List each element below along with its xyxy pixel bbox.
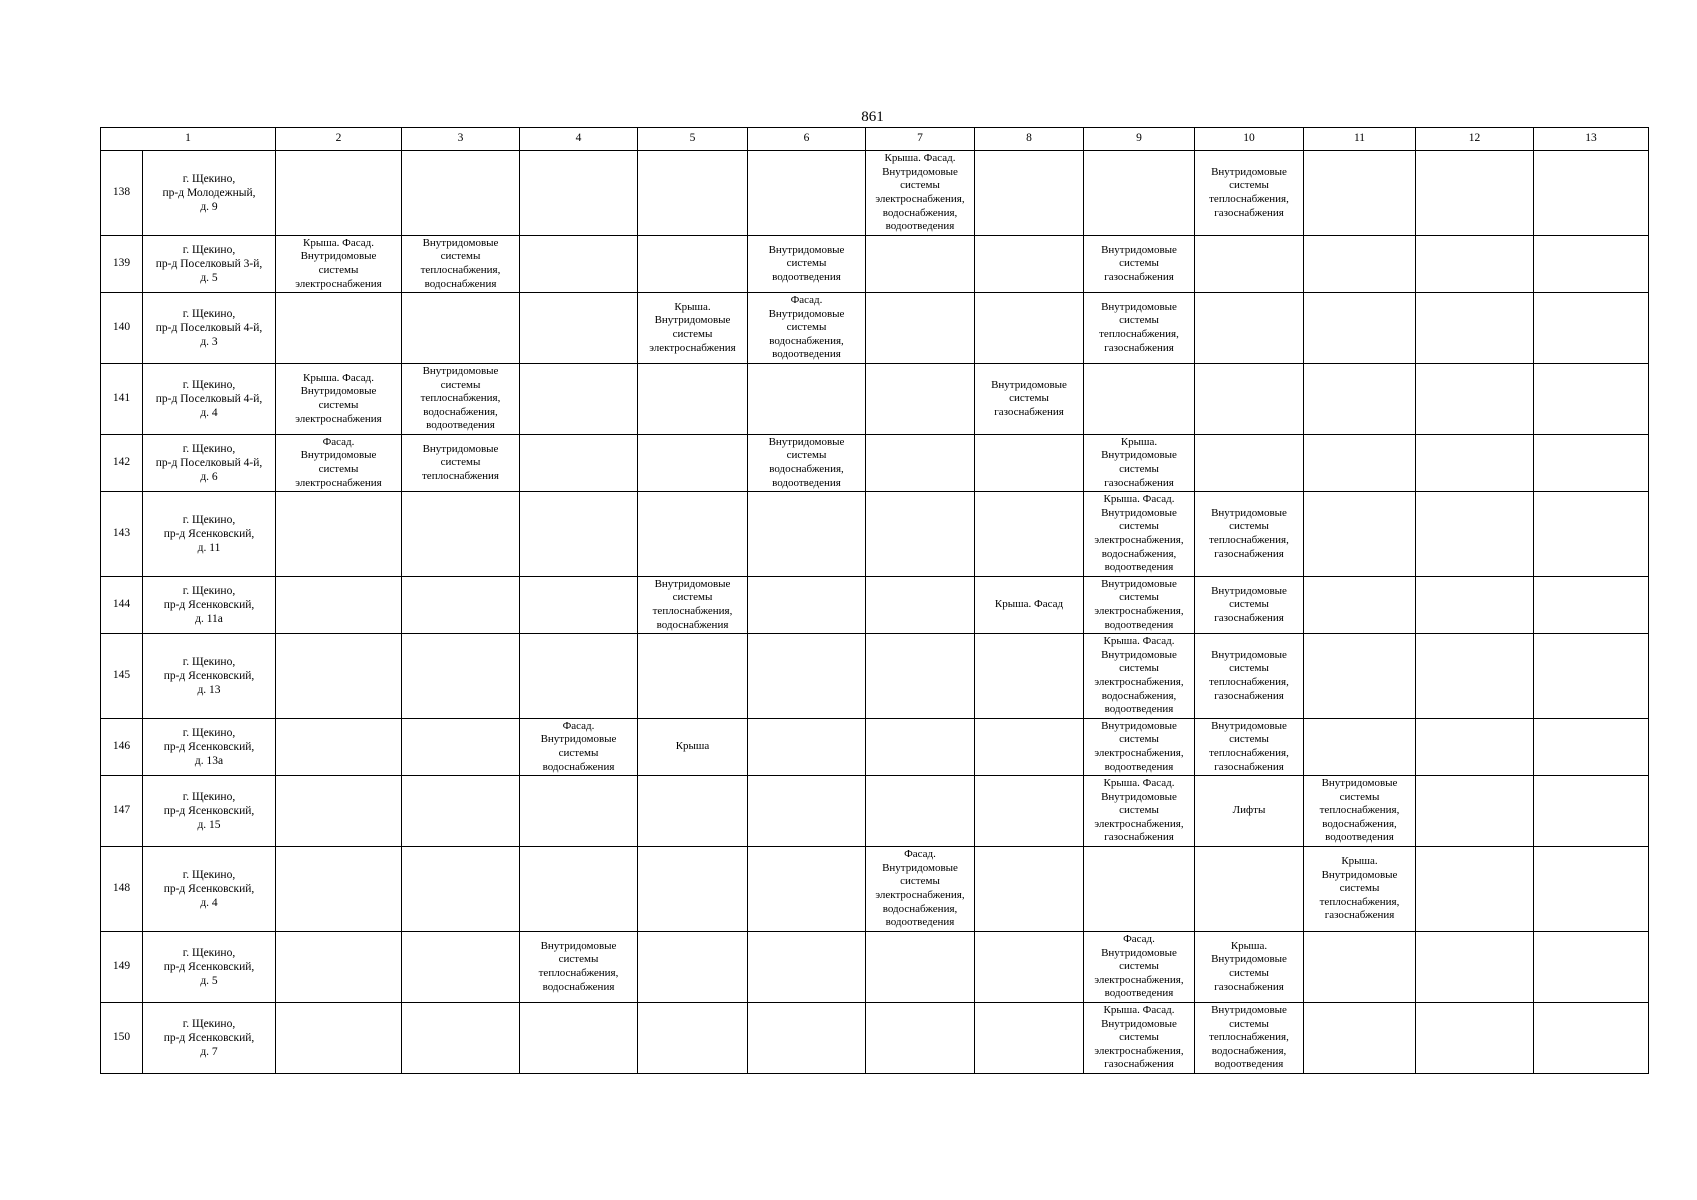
work-cell [638, 577, 748, 634]
work-cell [402, 492, 520, 577]
work-cell [748, 293, 866, 364]
work-cell [520, 577, 638, 634]
work-cell [1416, 634, 1534, 719]
cell-text: Крыша. Фасад. Внутридомовые системы электроснабжения, газоснабжения [1094, 1004, 1184, 1071]
work-cell [402, 776, 520, 847]
work-cell [866, 634, 975, 719]
work-cell [638, 719, 748, 776]
address-cell [143, 847, 276, 932]
cell-text: Внутридомовые системы электроснабжения, водоотведения [1094, 577, 1184, 631]
work-cell [1195, 492, 1304, 577]
work-cell [402, 577, 520, 634]
cell-text: Фасад. Внутридомовые системы электроснабжения [295, 435, 382, 489]
work-cell [866, 435, 975, 492]
cell-text: 143 [112, 527, 131, 540]
work-cell [1534, 1003, 1649, 1074]
address-cell [143, 492, 276, 577]
cell-text: Крыша. Фасад. Внутридомовые системы электроснабжения [295, 371, 382, 425]
work-cell [1534, 492, 1649, 577]
cell-text: г. Щекино, пр-д Ясенковский, д. 13 [163, 656, 255, 696]
column-header: 1 [101, 128, 276, 151]
table-row [101, 435, 1649, 492]
row-number [101, 634, 143, 719]
work-cell [1416, 1003, 1534, 1074]
work-cell [975, 293, 1084, 364]
address-cell [143, 577, 276, 634]
row-number [101, 932, 143, 1003]
work-cell [520, 932, 638, 1003]
table-row [101, 932, 1649, 1003]
address-cell [143, 435, 276, 492]
cell-text: Лифты [1232, 804, 1266, 817]
row-number [101, 435, 143, 492]
work-cell [975, 364, 1084, 435]
address-cell [143, 1003, 276, 1074]
cell-text: Крыша [675, 740, 710, 753]
column-header: 4 [520, 128, 638, 151]
work-cell [748, 1003, 866, 1074]
work-cell [975, 577, 1084, 634]
work-cell [748, 435, 866, 492]
work-cell [638, 932, 748, 1003]
cell-text: Внутридомовые системы водоснабжения, водоотведения [768, 435, 845, 489]
row-number [101, 151, 143, 236]
work-cell [1534, 719, 1649, 776]
work-cell [520, 492, 638, 577]
column-header: 6 [748, 128, 866, 151]
work-cell [402, 435, 520, 492]
work-cell [1416, 847, 1534, 932]
work-cell [1084, 364, 1195, 435]
table-row [101, 847, 1649, 932]
table-row [101, 577, 1649, 634]
work-cell [276, 1003, 402, 1074]
work-cell [1084, 151, 1195, 236]
work-cell [1534, 932, 1649, 1003]
work-cell [1416, 364, 1534, 435]
work-cell [1416, 577, 1534, 634]
work-cell [402, 151, 520, 236]
work-cell [638, 1003, 748, 1074]
cell-text: Внутридомовые системы газоснабжения [1211, 584, 1287, 624]
work-cell [1195, 236, 1304, 293]
work-cell [866, 236, 975, 293]
work-cell [1304, 236, 1416, 293]
row-number [101, 847, 143, 932]
work-cell [866, 577, 975, 634]
cell-text: Фасад. Внутридомовые системы водоснабжения [540, 719, 617, 773]
work-cell [520, 236, 638, 293]
work-cell [1416, 293, 1534, 364]
work-cell [1084, 435, 1195, 492]
work-cell [866, 1003, 975, 1074]
work-cell [866, 364, 975, 435]
work-cell [1084, 719, 1195, 776]
repair-schedule-table [100, 127, 1649, 1074]
row-number [101, 719, 143, 776]
work-cell [975, 847, 1084, 932]
work-cell [975, 719, 1084, 776]
address-cell [143, 293, 276, 364]
cell-text: г. Щекино, пр-д Ясенковский, д. 11 [163, 514, 255, 554]
row-number [101, 293, 143, 364]
work-cell [1195, 634, 1304, 719]
work-cell [1084, 492, 1195, 577]
work-cell [402, 1003, 520, 1074]
work-cell [1304, 293, 1416, 364]
work-cell [748, 577, 866, 634]
work-cell [638, 847, 748, 932]
cell-text: Крыша. Фасад. Внутридомовые системы электроснабжения [295, 236, 382, 290]
work-cell [1416, 151, 1534, 236]
work-cell [520, 634, 638, 719]
work-cell [866, 776, 975, 847]
work-cell [1534, 776, 1649, 847]
work-cell [1195, 932, 1304, 1003]
row-number [101, 364, 143, 435]
work-cell [638, 492, 748, 577]
table-row [101, 151, 1649, 236]
work-cell [866, 293, 975, 364]
work-cell [1195, 577, 1304, 634]
work-cell [1084, 236, 1195, 293]
work-cell [748, 151, 866, 236]
table-row [101, 364, 1649, 435]
cell-text: 150 [112, 1031, 131, 1044]
work-cell [638, 435, 748, 492]
cell-text: 140 [112, 321, 131, 334]
work-cell [1534, 236, 1649, 293]
address-cell [143, 236, 276, 293]
work-cell [276, 776, 402, 847]
work-cell [866, 719, 975, 776]
cell-text: г. Щекино, пр-д Поселковый 4-й, д. 3 [155, 308, 263, 348]
work-cell [520, 435, 638, 492]
cell-text: 142 [112, 456, 131, 469]
work-cell [748, 719, 866, 776]
cell-text: 149 [112, 960, 131, 973]
work-cell [1304, 492, 1416, 577]
work-cell [975, 236, 1084, 293]
cell-text: Внутридомовые системы теплоснабжения, водоснабжения [652, 577, 733, 631]
cell-text: Крыша. Внутридомовые системы теплоснабжения, газоснабжения [1319, 855, 1400, 922]
cell-text: Внутридомовые системы электроснабжения, водоотведения [1094, 719, 1184, 773]
work-cell [1416, 776, 1534, 847]
work-cell [1534, 847, 1649, 932]
work-cell [748, 364, 866, 435]
column-header: 5 [638, 128, 748, 151]
cell-text: Внутридомовые системы теплоснабжения, водоснабжения, водоотведения [1209, 1004, 1289, 1071]
work-cell [1416, 435, 1534, 492]
work-cell [975, 151, 1084, 236]
cell-text: 146 [112, 740, 131, 753]
address-cell [143, 932, 276, 1003]
work-cell [520, 1003, 638, 1074]
cell-text: 139 [112, 257, 131, 270]
work-cell [1304, 364, 1416, 435]
cell-text: г. Щекино, пр-д Ясенковский, д. 4 [163, 869, 255, 909]
work-cell [975, 492, 1084, 577]
cell-text: Внутридомовые системы теплоснабжения, водоснабжения, водоотведения [420, 365, 501, 432]
work-cell [1084, 634, 1195, 719]
cell-text: г. Щекино, пр-д Ясенковский, д. 7 [163, 1018, 255, 1058]
address-cell [143, 719, 276, 776]
work-cell [866, 932, 975, 1003]
cell-text: 148 [112, 882, 131, 895]
column-header: 11 [1304, 128, 1416, 151]
column-header: 7 [866, 128, 975, 151]
table-row [101, 236, 1649, 293]
table-row [101, 293, 1649, 364]
cell-text: Внутридомовые системы теплоснабжения, газоснабжения [1209, 648, 1289, 702]
cell-text: Внутридомовые системы теплоснабжения, водоснабжения [420, 236, 501, 290]
work-cell [975, 776, 1084, 847]
cell-text: Внутридомовые системы водоотведения [768, 243, 845, 283]
work-cell [276, 151, 402, 236]
work-cell [1304, 847, 1416, 932]
cell-text: г. Щекино, пр-д Поселковый 3-й, д. 5 [155, 244, 263, 284]
cell-text: Крыша. Внутридомовые системы газоснабжения [1101, 435, 1177, 489]
work-cell [402, 847, 520, 932]
column-header: 10 [1195, 128, 1304, 151]
work-cell [276, 719, 402, 776]
work-cell [402, 719, 520, 776]
work-cell [1195, 719, 1304, 776]
work-cell [402, 293, 520, 364]
column-header: 13 [1534, 128, 1649, 151]
page-number: 861 [861, 109, 884, 125]
work-cell [975, 932, 1084, 1003]
work-cell [748, 634, 866, 719]
work-cell [276, 364, 402, 435]
work-cell [402, 236, 520, 293]
work-cell [975, 634, 1084, 719]
work-cell [748, 932, 866, 1003]
work-cell [1534, 151, 1649, 236]
work-cell [748, 236, 866, 293]
table-row [101, 634, 1649, 719]
work-cell [638, 293, 748, 364]
cell-text: Крыша. Фасад. Внутридомовые системы электроснабжения, газоснабжения [1094, 777, 1184, 844]
column-header: 8 [975, 128, 1084, 151]
header-row [101, 128, 1649, 151]
cell-text: Внутридомовые системы теплоснабжения, водоснабжения [538, 939, 619, 993]
work-cell [748, 776, 866, 847]
work-cell [520, 719, 638, 776]
work-cell [1304, 1003, 1416, 1074]
column-header: 12 [1416, 128, 1534, 151]
cell-text: Крыша. Фасад [994, 598, 1064, 611]
column-header: 9 [1084, 128, 1195, 151]
cell-text: Внутридомовые системы теплоснабжения [422, 442, 499, 482]
work-cell [866, 847, 975, 932]
work-cell [520, 293, 638, 364]
work-cell [1195, 847, 1304, 932]
work-cell [520, 151, 638, 236]
column-header: 2 [276, 128, 402, 151]
cell-text: Фасад. Внутридомовые системы водоснабжения, водоотведения [768, 294, 845, 361]
work-cell [276, 293, 402, 364]
work-cell [748, 492, 866, 577]
work-cell [1084, 776, 1195, 847]
work-cell [1416, 932, 1534, 1003]
work-cell [1195, 364, 1304, 435]
cell-text: г. Щекино, пр-д Ясенковский, д. 13а [163, 727, 255, 767]
cell-text: Внутридомовые системы газоснабжения [1101, 243, 1177, 283]
cell-text: Крыша. Внутридомовые системы газоснабжения [1211, 939, 1287, 993]
work-cell [866, 492, 975, 577]
cell-text: г. Щекино, пр-д Поселковый 4-й, д. 6 [155, 443, 263, 483]
cell-text: Внутридомовые системы теплоснабжения, водоснабжения, водоотведения [1319, 777, 1400, 844]
cell-text: г. Щекино, пр-д Ясенковский, д. 15 [163, 791, 255, 831]
work-cell [1304, 719, 1416, 776]
work-cell [1304, 634, 1416, 719]
work-cell [975, 435, 1084, 492]
work-cell [520, 364, 638, 435]
cell-text: Фасад. Внутридомовые системы электроснабжения, водоотведения [1094, 933, 1184, 1000]
work-cell [1195, 776, 1304, 847]
work-cell [638, 236, 748, 293]
cell-text: Крыша. Фасад. Внутридомовые системы электроснабжения, водоснабжения, водоотведения [1094, 493, 1184, 574]
cell-text: г. Щекино, пр-д Поселковый 4-й, д. 4 [155, 379, 263, 419]
table-row [101, 776, 1649, 847]
work-cell [276, 847, 402, 932]
work-cell [276, 932, 402, 1003]
row-number [101, 1003, 143, 1074]
cell-text: Крыша. Фасад. Внутридомовые системы электроснабжения, водоснабжения, водоотведения [875, 152, 965, 233]
cell-text: Внутридомовые системы теплоснабжения, газоснабжения [1209, 165, 1289, 219]
cell-text: г. Щекино, пр-д Молодежный, д. 9 [162, 173, 256, 213]
work-cell [638, 364, 748, 435]
cell-text: 147 [112, 804, 131, 817]
cell-text: Внутридомовые системы газоснабжения [991, 378, 1067, 418]
work-cell [1195, 1003, 1304, 1074]
cell-text: Внутридомовые системы теплоснабжения, газоснабжения [1209, 506, 1289, 560]
work-cell [276, 435, 402, 492]
work-cell [866, 151, 975, 236]
work-cell [1084, 577, 1195, 634]
cell-text: Внутридомовые системы теплоснабжения, газоснабжения [1209, 719, 1289, 773]
work-cell [1304, 151, 1416, 236]
work-cell [402, 364, 520, 435]
work-cell [1195, 435, 1304, 492]
work-cell [638, 634, 748, 719]
work-cell [1195, 151, 1304, 236]
work-cell [1416, 492, 1534, 577]
work-cell [638, 776, 748, 847]
cell-text: 141 [112, 392, 131, 405]
cell-text: 144 [112, 598, 131, 611]
work-cell [975, 1003, 1084, 1074]
cell-text: Внутридомовые системы теплоснабжения, газоснабжения [1099, 300, 1179, 354]
work-cell [638, 151, 748, 236]
address-cell [143, 364, 276, 435]
address-cell [143, 634, 276, 719]
address-cell [143, 776, 276, 847]
work-cell [1534, 293, 1649, 364]
row-number [101, 236, 143, 293]
work-cell [276, 492, 402, 577]
cell-text: Фасад. Внутридомовые системы электроснабжения, водоснабжения, водоотведения [875, 848, 965, 929]
work-cell [402, 932, 520, 1003]
work-cell [1416, 236, 1534, 293]
cell-text: 145 [112, 669, 131, 682]
work-cell [1534, 634, 1649, 719]
work-cell [520, 847, 638, 932]
row-number [101, 776, 143, 847]
cell-text: Крыша. Фасад. Внутридомовые системы электроснабжения, водоснабжения, водоотведения [1094, 635, 1184, 716]
cell-text: Крыша. Внутридомовые системы электроснабжения [649, 300, 736, 354]
work-cell [1534, 364, 1649, 435]
row-number [101, 577, 143, 634]
work-cell [276, 236, 402, 293]
work-cell [1304, 932, 1416, 1003]
work-cell [520, 776, 638, 847]
cell-text: г. Щекино, пр-д Ясенковский, д. 11а [163, 585, 255, 625]
work-cell [1534, 435, 1649, 492]
work-cell [276, 634, 402, 719]
cell-text: г. Щекино, пр-д Ясенковский, д. 5 [163, 947, 255, 987]
address-cell [143, 151, 276, 236]
work-cell [1195, 293, 1304, 364]
work-cell [402, 634, 520, 719]
work-cell [1304, 435, 1416, 492]
work-cell [1084, 847, 1195, 932]
work-cell [1084, 293, 1195, 364]
work-cell [1304, 577, 1416, 634]
table-row [101, 719, 1649, 776]
work-cell [1304, 776, 1416, 847]
work-cell [1416, 719, 1534, 776]
work-cell [748, 847, 866, 932]
table-row [101, 1003, 1649, 1074]
cell-text: 138 [112, 186, 131, 199]
work-cell [1534, 577, 1649, 634]
table-row [101, 492, 1649, 577]
row-number [101, 492, 143, 577]
column-header: 3 [402, 128, 520, 151]
work-cell [1084, 1003, 1195, 1074]
work-cell [276, 577, 402, 634]
work-cell [1084, 932, 1195, 1003]
